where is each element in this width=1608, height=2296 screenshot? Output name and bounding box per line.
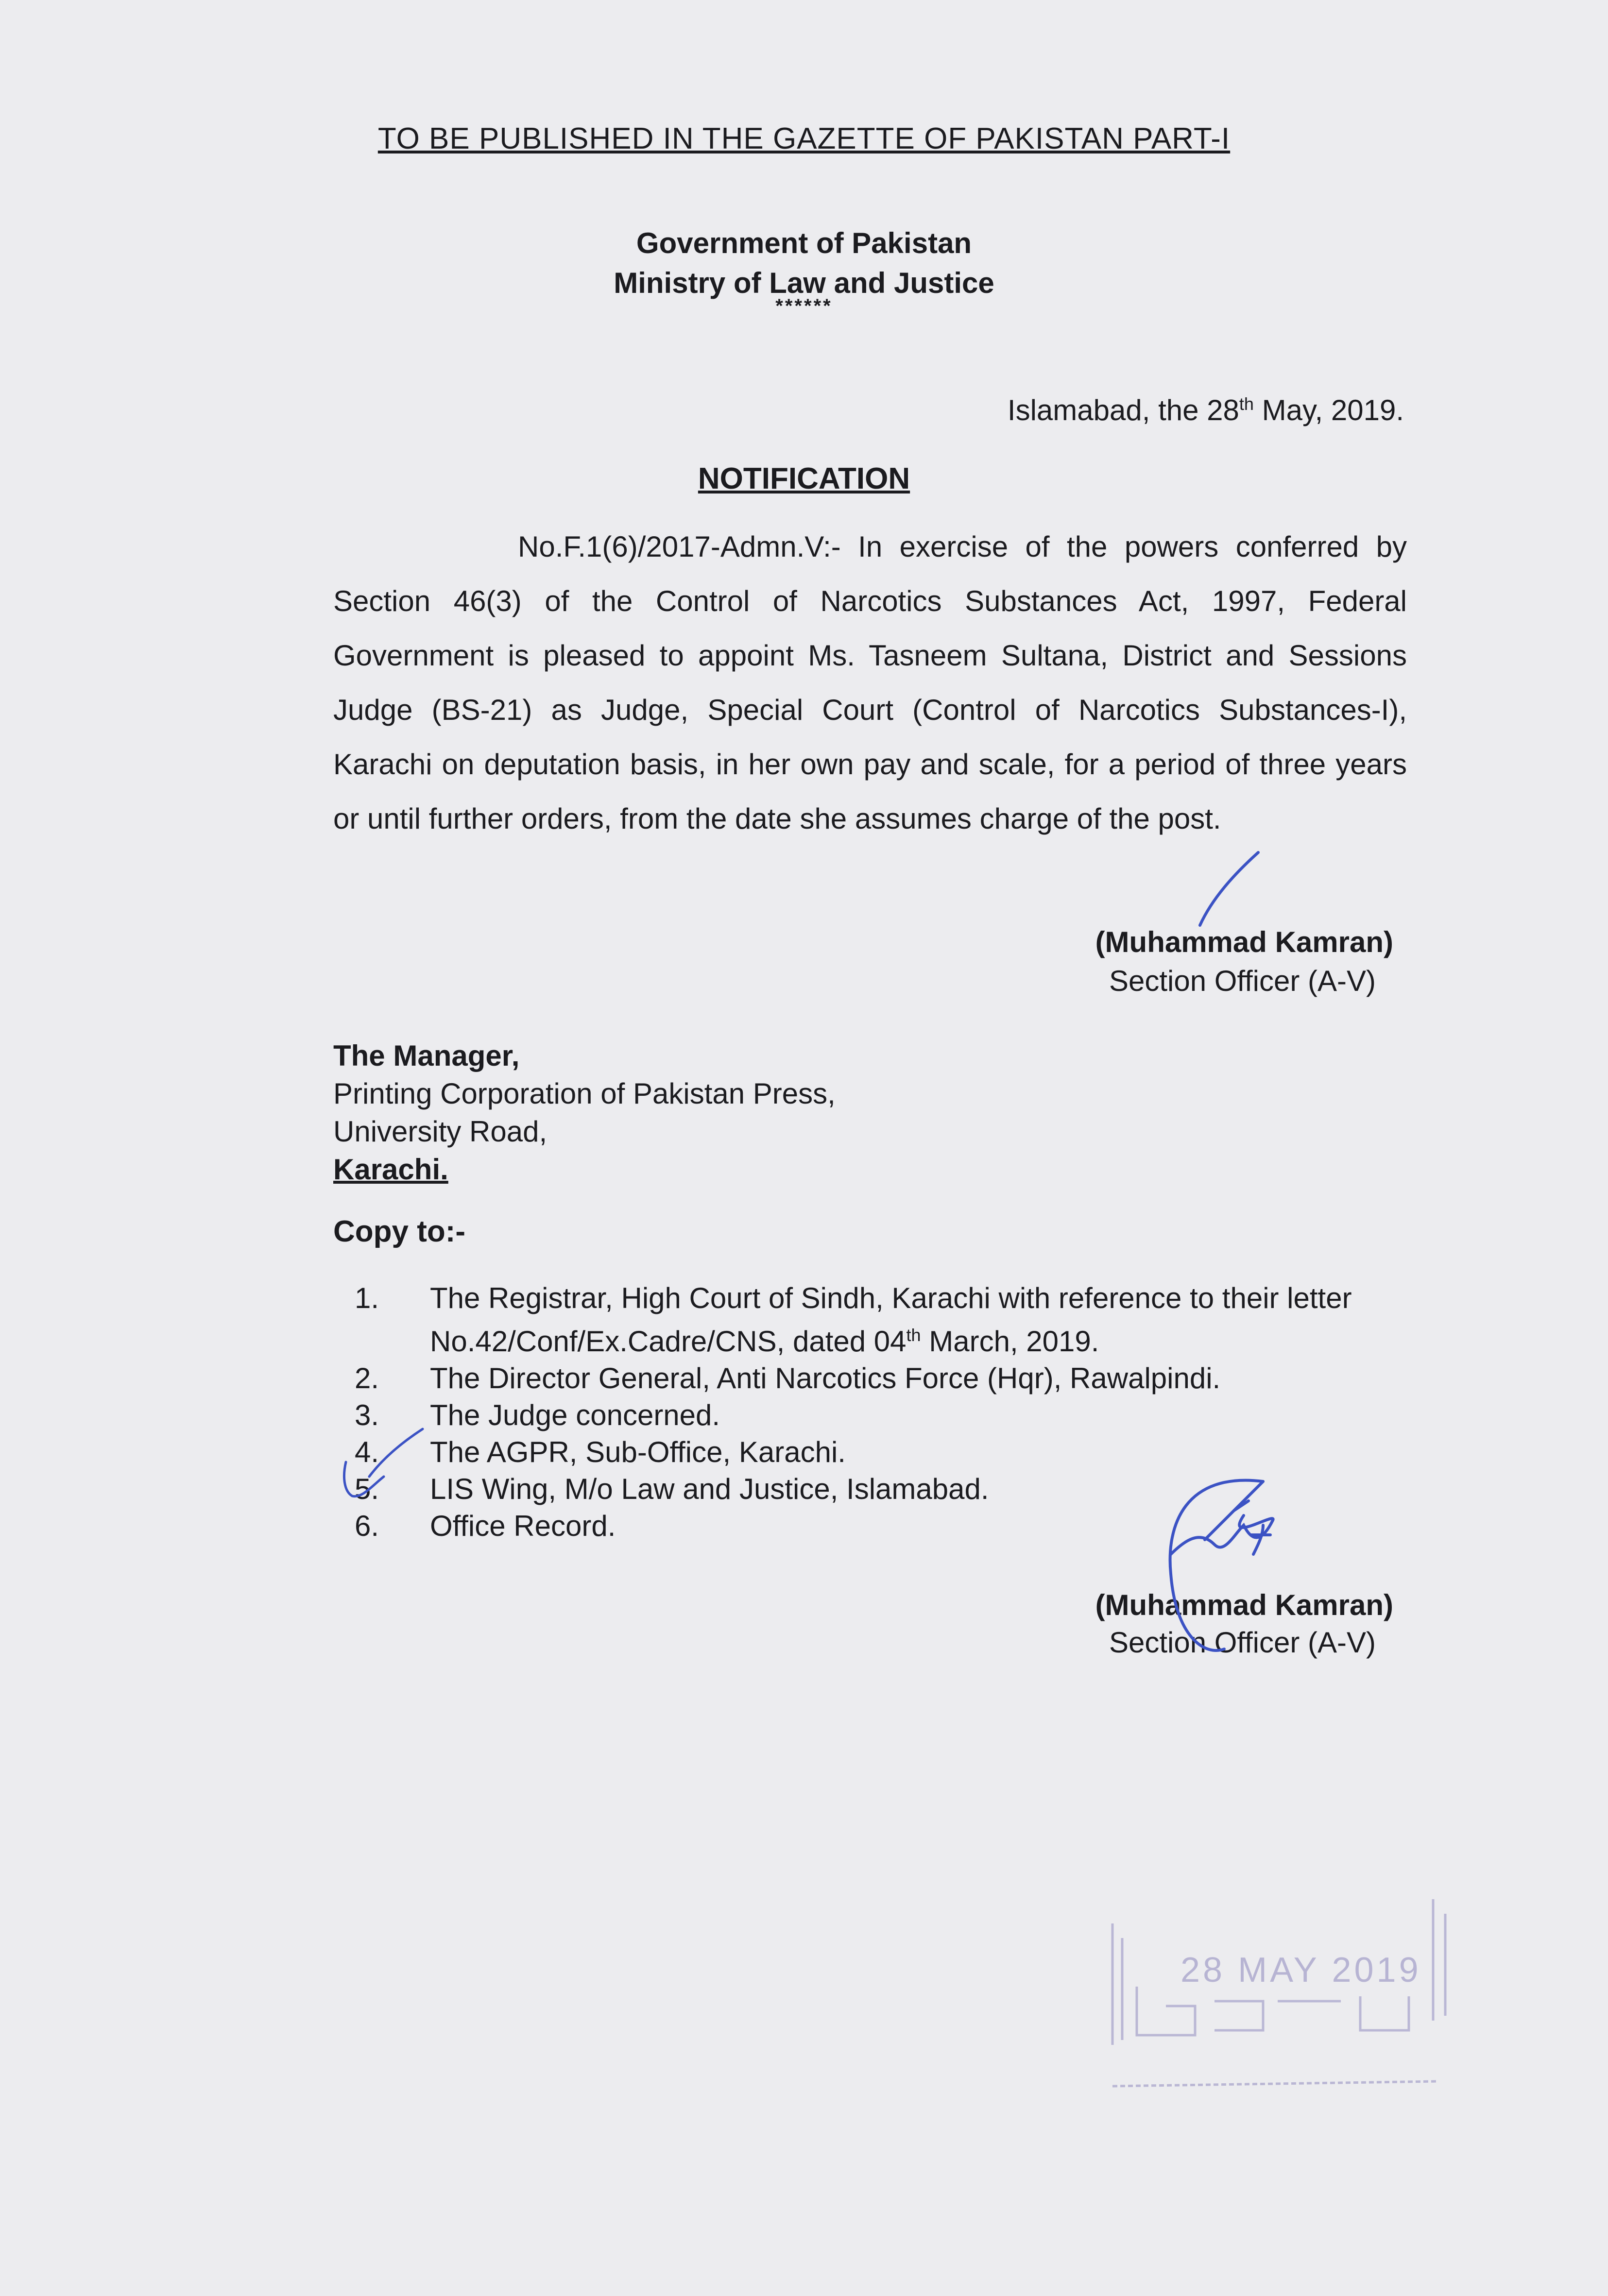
header-stars: ****** — [775, 295, 833, 317]
addressee-title: The Manager, — [333, 1039, 520, 1072]
initial-stroke-signature-1 — [1200, 852, 1258, 925]
signatory-name-copy: (Muhammad Kamran) — [1095, 1589, 1393, 1621]
addressee-line: Printing Corporation of Pakistan Press, — [333, 1077, 836, 1110]
gazette-heading: TO BE PUBLISHED IN THE GAZETTE OF PAKISTAN PART-I — [377, 122, 1231, 155]
notification-body: No.F.1(6)/2017-Admn.V:- In exercise of the powers conferred by Section 46(3) of the Control of Narcotics Substances Act, 1997, Federal Government is pleased to appoint Ms. Tasneem Sultana, District and Sessions Judge (BS-21) as Judge, Special Court (Control of Narcotics Substances-I), Karachi on deputation basis, in her own pay and scale, for a period of three years or until further orders, from the date she assumes charge of the post. — [333, 530, 1407, 835]
addressee-line: University Road, — [333, 1115, 547, 1148]
list-item-text: The Director General, Anti Narcotics Force (Hqr), Rawalpindi. — [430, 1362, 1221, 1395]
notification-title: NOTIFICATION — [698, 462, 910, 495]
dateline-prefix: Islamabad, the 28 — [1007, 394, 1239, 426]
ministry-name: Ministry of Law and Justice — [614, 267, 994, 299]
list-item-number: 1. — [355, 1282, 379, 1314]
list-item-number: 4. — [355, 1436, 379, 1468]
dateline-suffix: May, 2019. — [1253, 394, 1404, 426]
received-stamp — [1112, 1899, 1445, 2086]
letter-reference: No.42/Conf/Ex.Cadre/CNS, dated 04 — [430, 1325, 907, 1358]
tick-mark-item-4 — [369, 1429, 423, 1477]
government-name: Government of Pakistan — [636, 227, 972, 259]
signatory-designation-copy: Section Officer (A-V) — [1109, 1626, 1376, 1659]
signatory-name: (Muhammad Kamran) — [1095, 926, 1393, 958]
list-item-line: The Registrar, High Court of Sindh, Karachi with reference to their letter — [430, 1282, 1352, 1314]
list-item-number: 2. — [355, 1362, 379, 1395]
signature-2-handwritten — [1170, 1480, 1273, 1650]
list-item-text: LIS Wing, M/o Law and Justice, Islamabad. — [430, 1473, 989, 1505]
list-item-number: 3. — [355, 1399, 379, 1431]
stamp-date: 28 MAY 2019 — [1180, 1951, 1421, 1990]
list-item-number: 5. — [355, 1473, 379, 1505]
dateline-ordinal: th — [1239, 394, 1254, 414]
letter-date: March, 2019. — [921, 1325, 1099, 1358]
copy-to-heading: Copy to:- — [333, 1215, 466, 1248]
addressee-city: Karachi. — [333, 1153, 448, 1186]
signatory-designation: Section Officer (A-V) — [1109, 965, 1376, 997]
list-item-text: The Judge concerned. — [430, 1399, 720, 1431]
list-item-number: 6. — [355, 1510, 379, 1542]
letter-date-ordinal: th — [906, 1325, 921, 1345]
list-item-text: Office Record. — [430, 1510, 616, 1542]
list-item-text: The AGPR, Sub-Office, Karachi. — [430, 1436, 846, 1468]
